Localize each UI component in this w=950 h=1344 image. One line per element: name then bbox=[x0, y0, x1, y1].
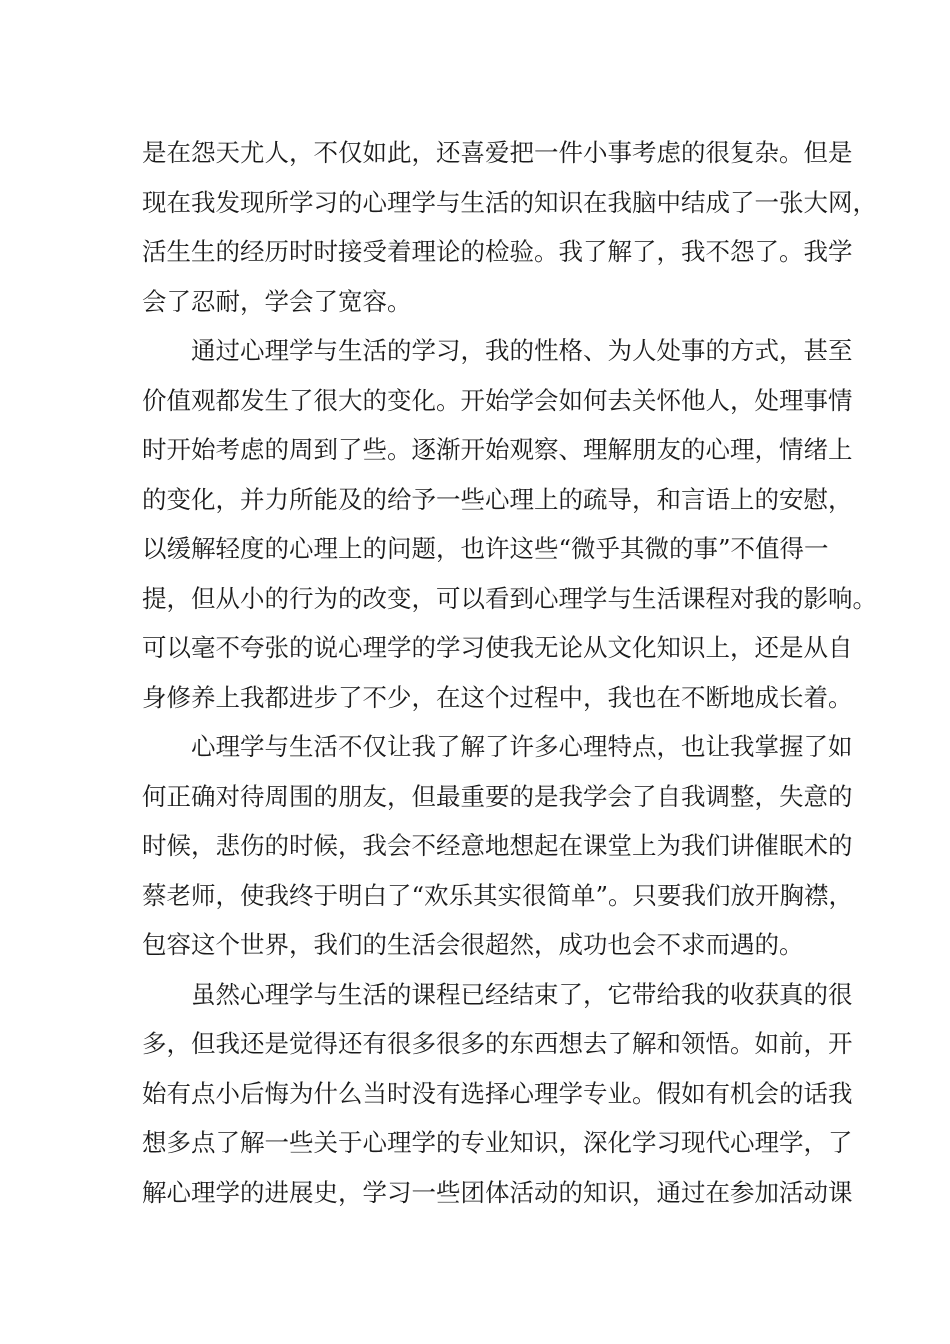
text-line: 通过心理学与生活的学习，我的性格、为人处事的方式，甚至 bbox=[191, 336, 853, 365]
text-line: 是在怨天尤人，不仅如此，还喜爱把一件小事考虑的很复杂。但是 bbox=[142, 138, 853, 167]
text-line: 价值观都发生了很大的变化。开始学会如何去关怀他人，处理事情 bbox=[142, 385, 853, 415]
text-line: 心理学与生活不仅让我了解了许多心理特点，也让我掌握了如 bbox=[191, 732, 853, 761]
text-line: 始有点小后悔为什么当时没有选择心理学专业。假如有机会的话我 bbox=[142, 1078, 853, 1108]
text-line: 虽然心理学与生活的课程已经结束了，它带给我的收获真的很 bbox=[191, 979, 853, 1009]
text-line: 时开始考虑的周到了些。逐渐开始观察、理解朋友的心理，情绪上 bbox=[142, 435, 853, 464]
text-line: 活生生的经历时时接受着理论的检验。我了解了，我不怨了。我学 bbox=[142, 237, 853, 266]
text-line: 蔡老师，使我终于明白了“欢乐其实很简单”。只要我们放开胸襟， bbox=[142, 880, 854, 910]
text-line: 多，但我还是觉得还有很多很多的东西想去了解和领悟。如前，开 bbox=[142, 1029, 853, 1058]
text-line: 现在我发现所学习的心理学与生活的知识在我脑中结成了一张大网， bbox=[142, 187, 877, 217]
text-line: 的变化，并力所能及的给予一些心理上的疏导，和言语上的安慰， bbox=[142, 484, 853, 514]
text-line: 以缓解轻度的心理上的问题，也许这些“微乎其微的事”不值得一 bbox=[142, 534, 829, 563]
text-line: 身修养上我都进步了不少，在这个过程中，我也在不断地成长着。 bbox=[142, 682, 853, 712]
text-line: 提，但从小的行为的改变，可以看到心理学与生活课程对我的影响。 bbox=[142, 583, 877, 613]
text-line: 会了忍耐，学会了宽容。 bbox=[142, 286, 412, 316]
body-text bbox=[142, 128, 877, 1217]
text-line: 想多点了解一些关于心理学的专业知识，深化学习现代心理学，了 bbox=[142, 1128, 853, 1157]
text-line: 解心理学的进展史，学习一些团体活动的知识，通过在参加活动课 bbox=[142, 1177, 853, 1207]
text-line: 包容这个世界，我们的生活会很超然，成功也会不求而遇的。 bbox=[142, 930, 804, 959]
text-line: 时候，悲伤的时候，我会不经意地想起在课堂上为我们讲催眠术的 bbox=[142, 831, 853, 860]
text-line: 可以毫不夸张的说心理学的学习使我无论从文化知识上，还是从自 bbox=[142, 633, 853, 662]
text-line: 何正确对待周围的朋友，但最重要的是我学会了自我调整，失意的 bbox=[142, 781, 853, 811]
